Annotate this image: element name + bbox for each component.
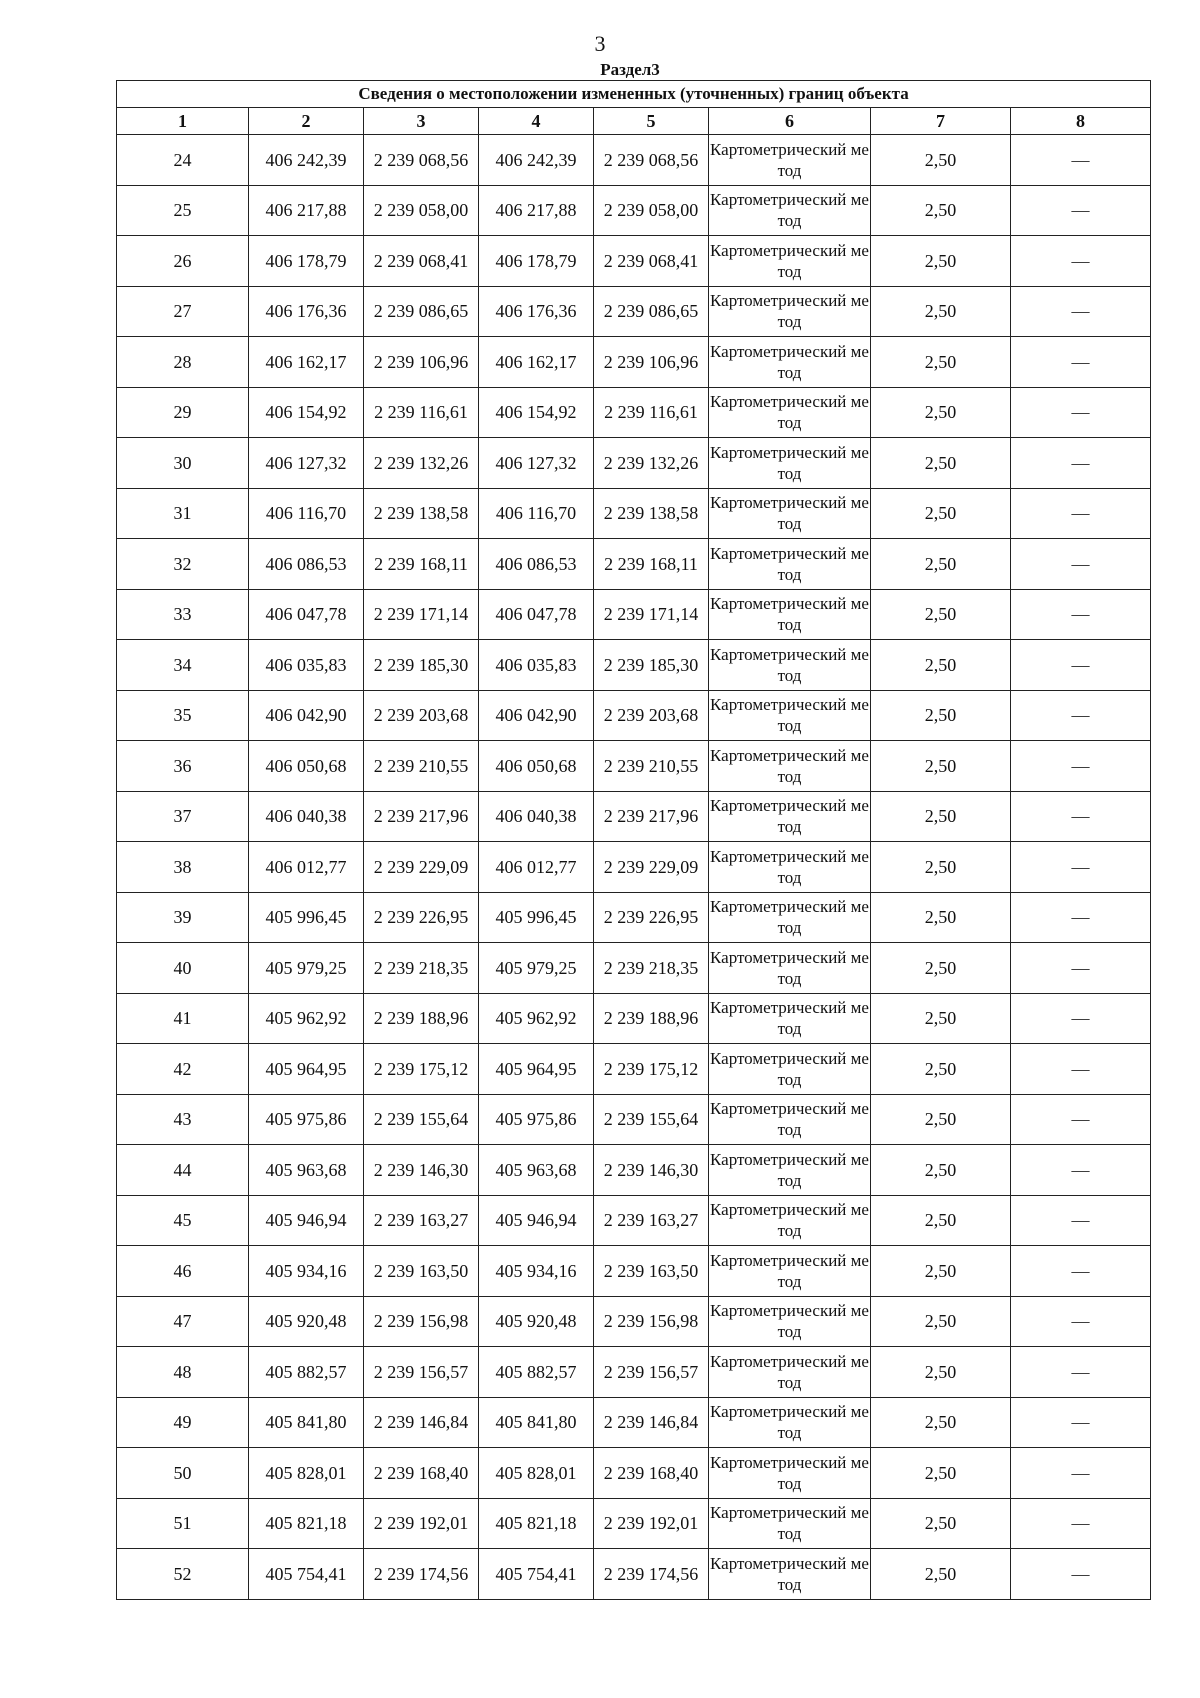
x-refined-cell: 406 176,36 [479, 286, 594, 337]
y-refined-cell: 2 239 146,84 [594, 1397, 709, 1448]
method-cell: Картометрический метод [709, 1296, 871, 1347]
table-row [117, 1347, 1151, 1398]
method-cell: Картометрический метод [709, 1094, 871, 1145]
x-refined-cell: 405 975,86 [479, 1094, 594, 1145]
table-row [117, 286, 1151, 337]
precision-cell: 2,50 [871, 640, 1011, 691]
y-refined-cell: 2 239 210,55 [594, 741, 709, 792]
precision-cell: 2,50 [871, 387, 1011, 438]
note-cell: — [1011, 337, 1151, 388]
precision-cell: 2,50 [871, 791, 1011, 842]
x-existing-cell: 405 979,25 [249, 943, 364, 994]
point-number-cell: 51 [117, 1498, 249, 1549]
y-existing-cell: 2 239 168,11 [364, 539, 479, 590]
x-existing-cell: 406 040,38 [249, 791, 364, 842]
table-row [117, 1397, 1151, 1448]
column-number: 8 [1011, 108, 1151, 135]
x-existing-cell: 405 963,68 [249, 1145, 364, 1196]
note-cell: — [1011, 892, 1151, 943]
note-cell: — [1011, 387, 1151, 438]
point-number-cell: 46 [117, 1246, 249, 1297]
table-row [117, 135, 1151, 186]
section-title: Раздел3 [600, 60, 660, 79]
note-cell: — [1011, 1296, 1151, 1347]
y-existing-cell: 2 239 068,41 [364, 236, 479, 287]
x-refined-cell: 406 040,38 [479, 791, 594, 842]
precision-cell: 2,50 [871, 1498, 1011, 1549]
column-number: 7 [871, 108, 1011, 135]
y-refined-cell: 2 239 175,12 [594, 1044, 709, 1095]
note-cell: — [1011, 943, 1151, 994]
point-number-cell: 52 [117, 1549, 249, 1600]
method-cell: Картометрический метод [709, 993, 871, 1044]
y-refined-cell: 2 239 218,35 [594, 943, 709, 994]
note-cell: — [1011, 1347, 1151, 1398]
precision-cell: 2,50 [871, 1448, 1011, 1499]
point-number-cell: 38 [117, 842, 249, 893]
x-existing-cell: 405 754,41 [249, 1549, 364, 1600]
y-refined-cell: 2 239 192,01 [594, 1498, 709, 1549]
method-cell: Картометрический метод [709, 135, 871, 186]
y-refined-cell: 2 239 163,50 [594, 1246, 709, 1297]
y-refined-cell: 2 239 068,56 [594, 135, 709, 186]
x-refined-cell: 405 934,16 [479, 1246, 594, 1297]
x-refined-cell: 405 920,48 [479, 1296, 594, 1347]
point-number-cell: 34 [117, 640, 249, 691]
y-existing-cell: 2 239 210,55 [364, 741, 479, 792]
precision-cell: 2,50 [871, 135, 1011, 186]
column-number: 5 [594, 108, 709, 135]
y-refined-cell: 2 239 138,58 [594, 488, 709, 539]
y-existing-cell: 2 239 188,96 [364, 993, 479, 1044]
x-existing-cell: 406 127,32 [249, 438, 364, 489]
x-existing-cell: 406 042,90 [249, 690, 364, 741]
y-existing-cell: 2 239 171,14 [364, 589, 479, 640]
y-existing-cell: 2 239 146,30 [364, 1145, 479, 1196]
point-number-cell: 26 [117, 236, 249, 287]
y-existing-cell: 2 239 203,68 [364, 690, 479, 741]
x-refined-cell: 406 127,32 [479, 438, 594, 489]
x-refined-cell: 405 964,95 [479, 1044, 594, 1095]
method-cell: Картометрический метод [709, 1448, 871, 1499]
point-number-cell: 45 [117, 1195, 249, 1246]
y-refined-cell: 2 239 226,95 [594, 892, 709, 943]
table-row [117, 1145, 1151, 1196]
column-number: 2 [249, 108, 364, 135]
x-refined-cell: 405 841,80 [479, 1397, 594, 1448]
x-existing-cell: 406 047,78 [249, 589, 364, 640]
table-body [117, 135, 1151, 1600]
method-cell: Картометрический метод [709, 1498, 871, 1549]
method-cell: Картометрический метод [709, 1195, 871, 1246]
note-cell: — [1011, 741, 1151, 792]
note-cell: — [1011, 690, 1151, 741]
y-existing-cell: 2 239 068,56 [364, 135, 479, 186]
x-refined-cell: 406 154,92 [479, 387, 594, 438]
point-number-cell: 33 [117, 589, 249, 640]
table-row [117, 387, 1151, 438]
precision-cell: 2,50 [871, 1195, 1011, 1246]
point-number-cell: 43 [117, 1094, 249, 1145]
y-refined-cell: 2 239 185,30 [594, 640, 709, 691]
method-cell: Картометрический метод [709, 286, 871, 337]
point-number-cell: 49 [117, 1397, 249, 1448]
column-number: 1 [117, 108, 249, 135]
precision-cell: 2,50 [871, 892, 1011, 943]
precision-cell: 2,50 [871, 993, 1011, 1044]
y-existing-cell: 2 239 175,12 [364, 1044, 479, 1095]
x-refined-cell: 406 162,17 [479, 337, 594, 388]
x-existing-cell: 406 035,83 [249, 640, 364, 691]
y-refined-cell: 2 239 146,30 [594, 1145, 709, 1196]
method-cell: Картометрический метод [709, 387, 871, 438]
point-number-cell: 24 [117, 135, 249, 186]
y-existing-cell: 2 239 132,26 [364, 438, 479, 489]
x-refined-cell: 406 086,53 [479, 539, 594, 590]
method-cell: Картометрический метод [709, 337, 871, 388]
x-refined-cell: 406 217,88 [479, 185, 594, 236]
precision-cell: 2,50 [871, 1094, 1011, 1145]
y-refined-cell: 2 239 168,40 [594, 1448, 709, 1499]
note-cell: — [1011, 438, 1151, 489]
x-refined-cell: 405 821,18 [479, 1498, 594, 1549]
y-refined-cell: 2 239 106,96 [594, 337, 709, 388]
point-number-cell: 35 [117, 690, 249, 741]
x-refined-cell: 405 754,41 [479, 1549, 594, 1600]
x-existing-cell: 405 841,80 [249, 1397, 364, 1448]
note-cell: — [1011, 135, 1151, 186]
precision-cell: 2,50 [871, 1246, 1011, 1297]
point-number-cell: 28 [117, 337, 249, 388]
precision-cell: 2,50 [871, 690, 1011, 741]
y-existing-cell: 2 239 226,95 [364, 892, 479, 943]
x-refined-cell: 406 035,83 [479, 640, 594, 691]
point-number-cell: 41 [117, 993, 249, 1044]
note-cell: — [1011, 1094, 1151, 1145]
x-existing-cell: 405 996,45 [249, 892, 364, 943]
x-refined-cell: 405 882,57 [479, 1347, 594, 1398]
y-refined-cell: 2 239 156,57 [594, 1347, 709, 1398]
x-refined-cell: 405 996,45 [479, 892, 594, 943]
precision-cell: 2,50 [871, 539, 1011, 590]
note-cell: — [1011, 640, 1151, 691]
table-row [117, 1246, 1151, 1297]
note-cell: — [1011, 589, 1151, 640]
x-existing-cell: 406 116,70 [249, 488, 364, 539]
point-number-cell: 29 [117, 387, 249, 438]
x-existing-cell: 406 050,68 [249, 741, 364, 792]
column-number: 3 [364, 108, 479, 135]
table-row [117, 741, 1151, 792]
x-refined-cell: 406 178,79 [479, 236, 594, 287]
x-existing-cell: 405 946,94 [249, 1195, 364, 1246]
y-refined-cell: 2 239 156,98 [594, 1296, 709, 1347]
method-cell: Картометрический метод [709, 438, 871, 489]
y-refined-cell: 2 239 058,00 [594, 185, 709, 236]
x-existing-cell: 406 176,36 [249, 286, 364, 337]
table-row [117, 438, 1151, 489]
method-cell: Картометрический метод [709, 185, 871, 236]
point-number-cell: 30 [117, 438, 249, 489]
method-cell: Картометрический метод [709, 539, 871, 590]
note-cell: — [1011, 993, 1151, 1044]
method-cell: Картометрический метод [709, 690, 871, 741]
method-cell: Картометрический метод [709, 1347, 871, 1398]
x-existing-cell: 405 962,92 [249, 993, 364, 1044]
table-row [117, 892, 1151, 943]
note-cell: — [1011, 1195, 1151, 1246]
y-existing-cell: 2 239 163,50 [364, 1246, 479, 1297]
table-row [117, 1195, 1151, 1246]
table-row [117, 337, 1151, 388]
note-cell: — [1011, 1549, 1151, 1600]
x-refined-cell: 405 979,25 [479, 943, 594, 994]
method-cell: Картометрический метод [709, 1549, 871, 1600]
x-refined-cell: 405 828,01 [479, 1448, 594, 1499]
method-cell: Картометрический метод [709, 741, 871, 792]
method-cell: Картометрический метод [709, 791, 871, 842]
x-existing-cell: 406 012,77 [249, 842, 364, 893]
y-refined-cell: 2 239 229,09 [594, 842, 709, 893]
y-existing-cell: 2 239 218,35 [364, 943, 479, 994]
table-row [117, 1296, 1151, 1347]
table-row [117, 185, 1151, 236]
y-existing-cell: 2 239 185,30 [364, 640, 479, 691]
y-refined-cell: 2 239 163,27 [594, 1195, 709, 1246]
note-cell: — [1011, 1246, 1151, 1297]
table-row [117, 690, 1151, 741]
table-row [117, 1044, 1151, 1095]
column-number: 4 [479, 108, 594, 135]
point-number-cell: 31 [117, 488, 249, 539]
precision-cell: 2,50 [871, 1397, 1011, 1448]
table-row [117, 488, 1151, 539]
table-row [117, 943, 1151, 994]
x-existing-cell: 406 162,17 [249, 337, 364, 388]
note-cell: — [1011, 1498, 1151, 1549]
note-cell: — [1011, 488, 1151, 539]
x-existing-cell: 406 154,92 [249, 387, 364, 438]
point-number-cell: 40 [117, 943, 249, 994]
x-existing-cell: 405 821,18 [249, 1498, 364, 1549]
precision-cell: 2,50 [871, 286, 1011, 337]
table-row [117, 1094, 1151, 1145]
precision-cell: 2,50 [871, 589, 1011, 640]
point-number-cell: 42 [117, 1044, 249, 1095]
column-number: 6 [709, 108, 871, 135]
y-existing-cell: 2 239 229,09 [364, 842, 479, 893]
point-number-cell: 47 [117, 1296, 249, 1347]
y-existing-cell: 2 239 156,98 [364, 1296, 479, 1347]
x-refined-cell: 406 116,70 [479, 488, 594, 539]
method-cell: Картометрический метод [709, 640, 871, 691]
y-refined-cell: 2 239 217,96 [594, 791, 709, 842]
point-number-cell: 44 [117, 1145, 249, 1196]
note-cell: — [1011, 1397, 1151, 1448]
y-refined-cell: 2 239 155,64 [594, 1094, 709, 1145]
x-refined-cell: 406 012,77 [479, 842, 594, 893]
note-cell: — [1011, 539, 1151, 590]
method-cell: Картометрический метод [709, 1145, 871, 1196]
y-refined-cell: 2 239 068,41 [594, 236, 709, 287]
y-refined-cell: 2 239 171,14 [594, 589, 709, 640]
method-cell: Картометрический метод [709, 842, 871, 893]
y-existing-cell: 2 239 163,27 [364, 1195, 479, 1246]
method-cell: Картометрический метод [709, 236, 871, 287]
point-number-cell: 39 [117, 892, 249, 943]
y-refined-cell: 2 239 174,56 [594, 1549, 709, 1600]
y-existing-cell: 2 239 138,58 [364, 488, 479, 539]
table-row [117, 640, 1151, 691]
note-cell: — [1011, 1044, 1151, 1095]
coordinates-table [116, 80, 1151, 1600]
x-refined-cell: 405 946,94 [479, 1195, 594, 1246]
x-existing-cell: 405 828,01 [249, 1448, 364, 1499]
y-existing-cell: 2 239 168,40 [364, 1448, 479, 1499]
column-number-row [117, 108, 1151, 135]
method-cell: Картометрический метод [709, 1044, 871, 1095]
y-existing-cell: 2 239 058,00 [364, 185, 479, 236]
precision-cell: 2,50 [871, 1044, 1011, 1095]
table-caption: Сведения о местоположении измененных (уточненных) границ объекта [117, 81, 1151, 108]
precision-cell: 2,50 [871, 1145, 1011, 1196]
x-existing-cell: 405 920,48 [249, 1296, 364, 1347]
point-number-cell: 50 [117, 1448, 249, 1499]
y-existing-cell: 2 239 217,96 [364, 791, 479, 842]
method-cell: Картометрический метод [709, 488, 871, 539]
note-cell: — [1011, 185, 1151, 236]
precision-cell: 2,50 [871, 337, 1011, 388]
table-row [117, 1498, 1151, 1549]
x-existing-cell: 406 217,88 [249, 185, 364, 236]
precision-cell: 2,50 [871, 1347, 1011, 1398]
table-row [117, 993, 1151, 1044]
precision-cell: 2,50 [871, 741, 1011, 792]
y-refined-cell: 2 239 168,11 [594, 539, 709, 590]
method-cell: Картометрический метод [709, 943, 871, 994]
y-existing-cell: 2 239 086,65 [364, 286, 479, 337]
x-existing-cell: 406 178,79 [249, 236, 364, 287]
y-refined-cell: 2 239 086,65 [594, 286, 709, 337]
precision-cell: 2,50 [871, 236, 1011, 287]
y-existing-cell: 2 239 156,57 [364, 1347, 479, 1398]
y-existing-cell: 2 239 146,84 [364, 1397, 479, 1448]
y-existing-cell: 2 239 192,01 [364, 1498, 479, 1549]
x-refined-cell: 406 050,68 [479, 741, 594, 792]
table-row [117, 589, 1151, 640]
precision-cell: 2,50 [871, 185, 1011, 236]
point-number-cell: 37 [117, 791, 249, 842]
x-existing-cell: 406 086,53 [249, 539, 364, 590]
y-refined-cell: 2 239 188,96 [594, 993, 709, 1044]
x-refined-cell: 406 047,78 [479, 589, 594, 640]
y-existing-cell: 2 239 155,64 [364, 1094, 479, 1145]
x-refined-cell: 406 042,90 [479, 690, 594, 741]
note-cell: — [1011, 1145, 1151, 1196]
x-existing-cell: 405 882,57 [249, 1347, 364, 1398]
y-refined-cell: 2 239 203,68 [594, 690, 709, 741]
x-refined-cell: 405 962,92 [479, 993, 594, 1044]
x-existing-cell: 405 934,16 [249, 1246, 364, 1297]
x-refined-cell: 405 963,68 [479, 1145, 594, 1196]
point-number-cell: 25 [117, 185, 249, 236]
point-number-cell: 36 [117, 741, 249, 792]
point-number-cell: 48 [117, 1347, 249, 1398]
note-cell: — [1011, 842, 1151, 893]
method-cell: Картометрический метод [709, 589, 871, 640]
table-row [117, 539, 1151, 590]
note-cell: — [1011, 236, 1151, 287]
y-existing-cell: 2 239 116,61 [364, 387, 479, 438]
y-refined-cell: 2 239 132,26 [594, 438, 709, 489]
precision-cell: 2,50 [871, 943, 1011, 994]
point-number-cell: 32 [117, 539, 249, 590]
x-refined-cell: 406 242,39 [479, 135, 594, 186]
table-row [117, 236, 1151, 287]
precision-cell: 2,50 [871, 842, 1011, 893]
x-existing-cell: 405 975,86 [249, 1094, 364, 1145]
method-cell: Картометрический метод [709, 892, 871, 943]
x-existing-cell: 405 964,95 [249, 1044, 364, 1095]
precision-cell: 2,50 [871, 1549, 1011, 1600]
note-cell: — [1011, 1448, 1151, 1499]
table-row [117, 791, 1151, 842]
method-cell: Картометрический метод [709, 1397, 871, 1448]
table-row [117, 1448, 1151, 1499]
table-row [117, 842, 1151, 893]
precision-cell: 2,50 [871, 488, 1011, 539]
note-cell: — [1011, 791, 1151, 842]
y-existing-cell: 2 239 174,56 [364, 1549, 479, 1600]
precision-cell: 2,50 [871, 438, 1011, 489]
y-existing-cell: 2 239 106,96 [364, 337, 479, 388]
y-refined-cell: 2 239 116,61 [594, 387, 709, 438]
table-row [117, 1549, 1151, 1600]
x-existing-cell: 406 242,39 [249, 135, 364, 186]
precision-cell: 2,50 [871, 1296, 1011, 1347]
page-number: 3 [594, 31, 606, 56]
point-number-cell: 27 [117, 286, 249, 337]
note-cell: — [1011, 286, 1151, 337]
method-cell: Картометрический метод [709, 1246, 871, 1297]
